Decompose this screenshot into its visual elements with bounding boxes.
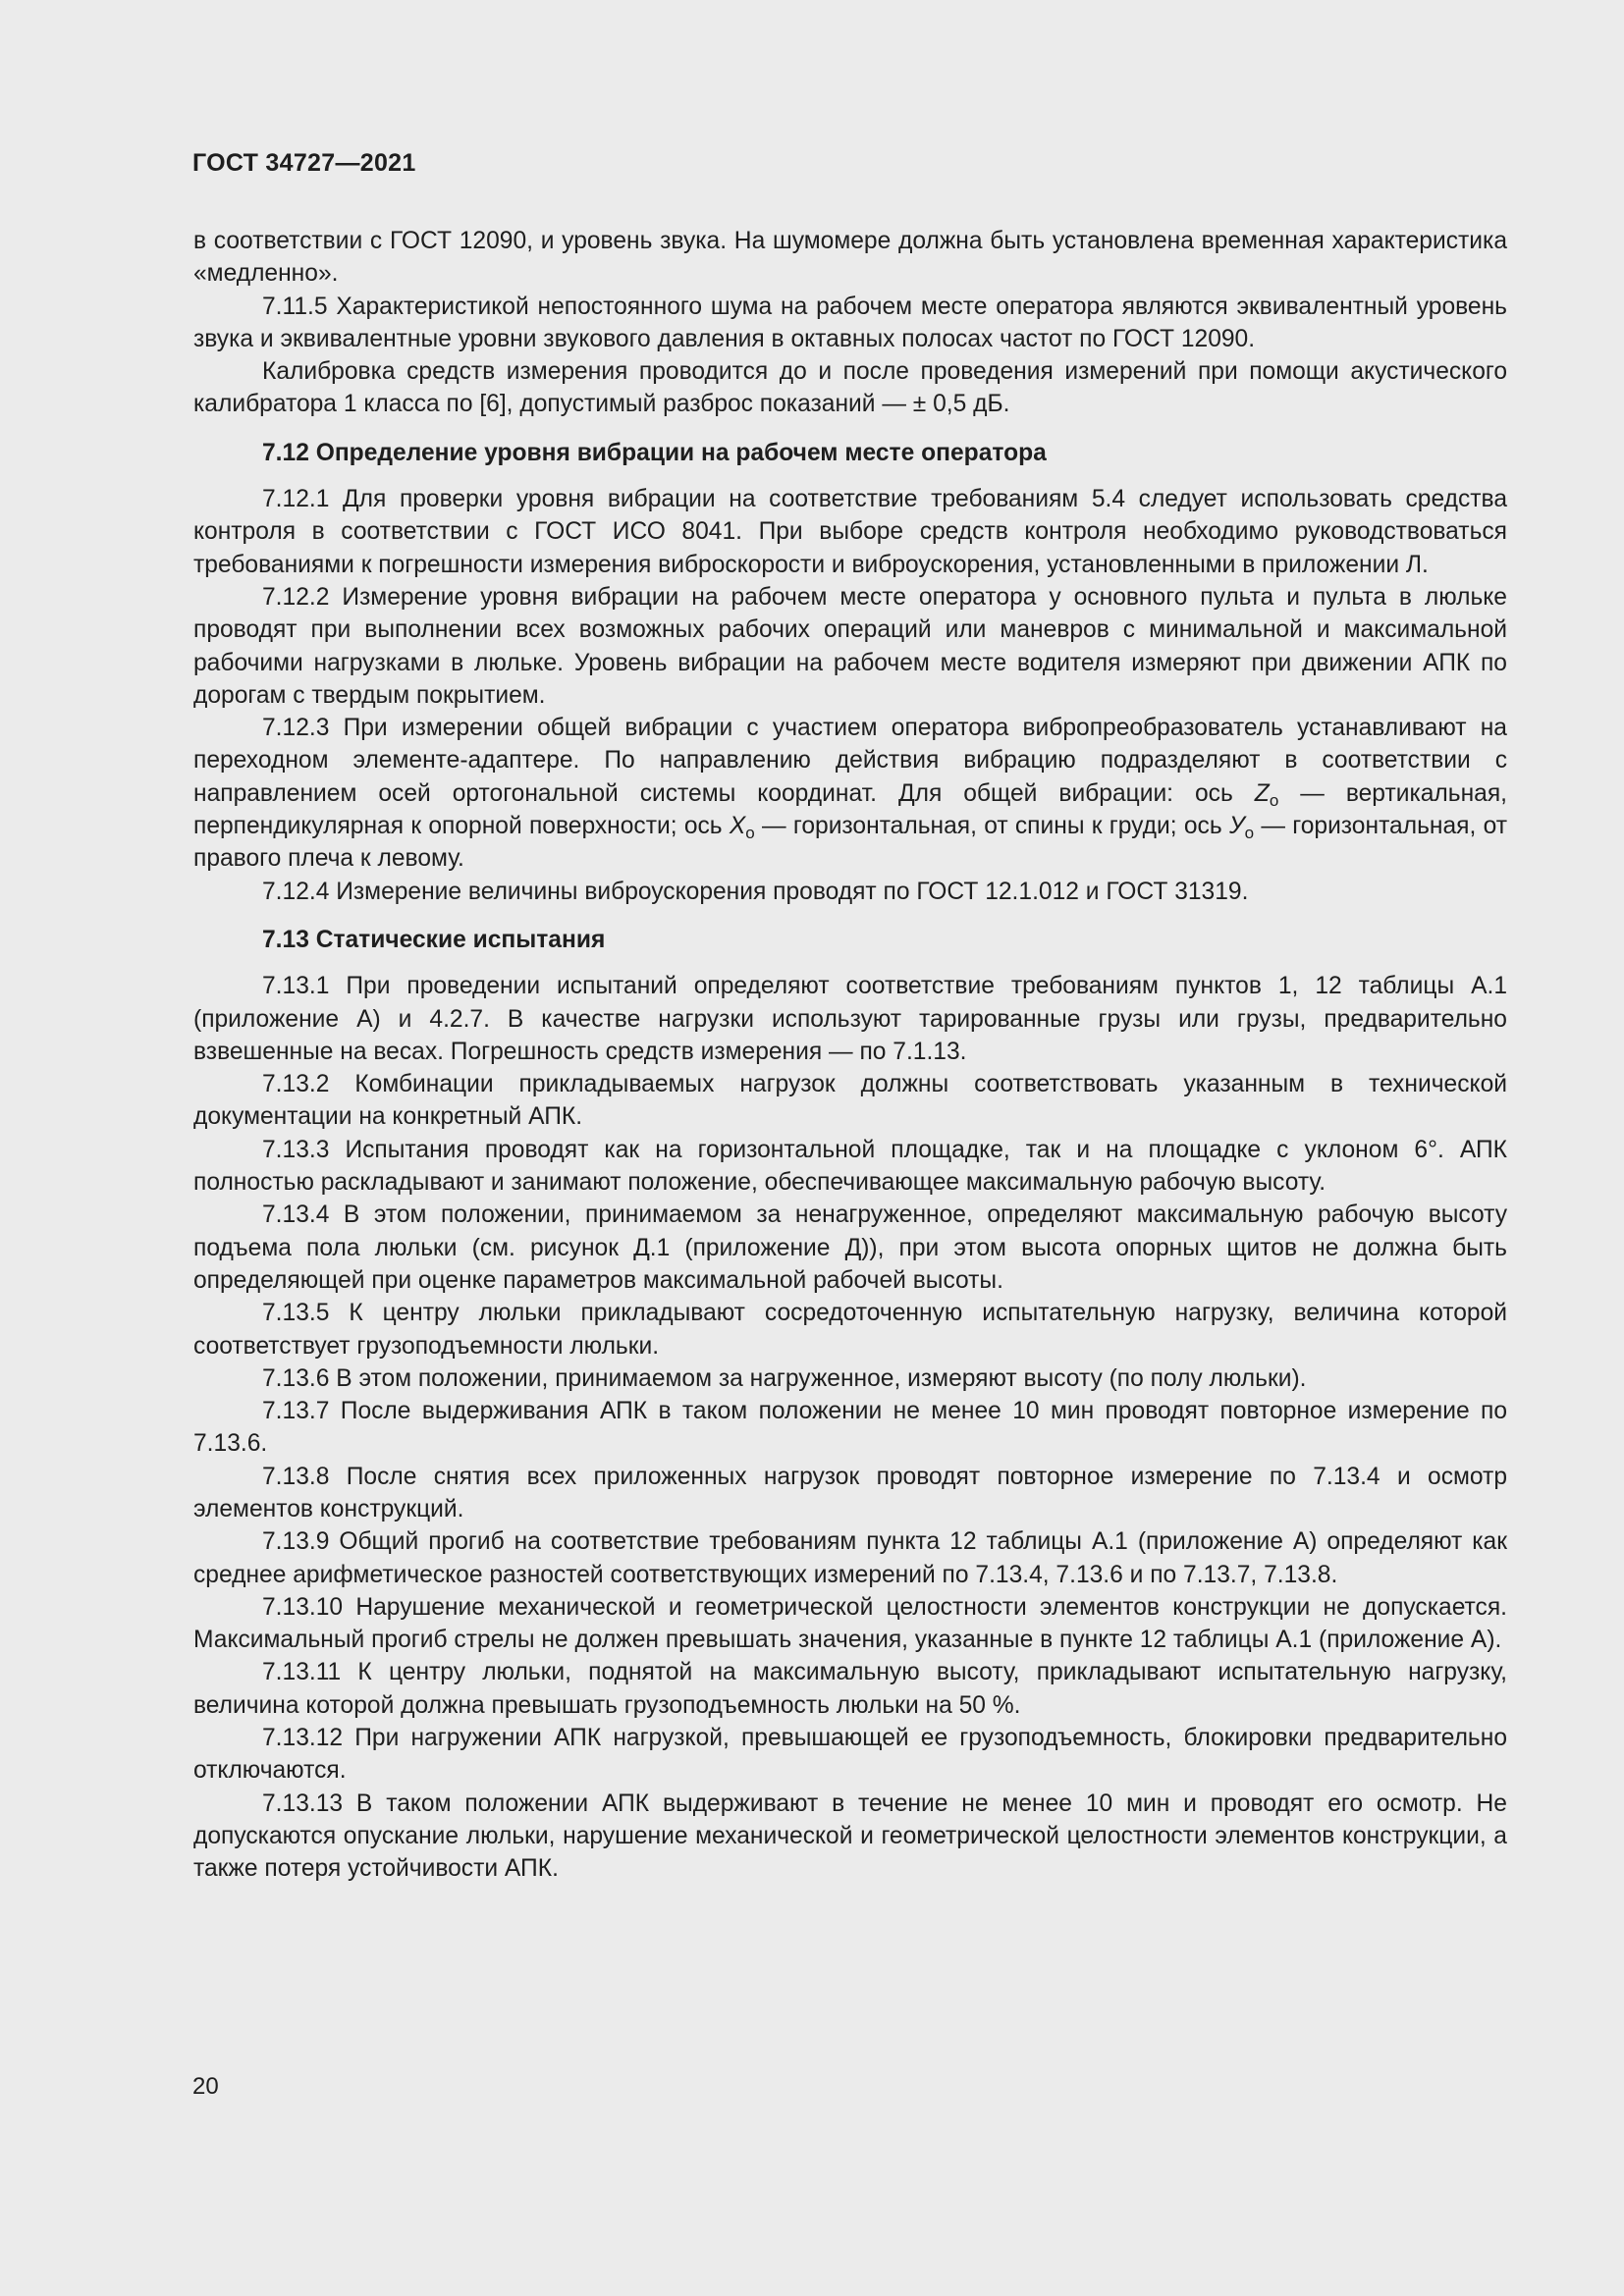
paragraph-7-13-10: 7.13.10 Нарушение механической и геометрической целостности элементов конструкции не допускается. Максимальный прогиб стрелы не должен превышать значения, указанные в пункте 12 таблицы А.1 (приложение А). [193, 1593, 1507, 1654]
paragraph-7-13-3: 7.13.3 Испытания проводят как на горизонтальной площадке, так и на площадке с уклоном 6°. АПК полностью раскладывают и занимают положение, обеспечивающее максимальную рабочую высоту. [193, 1136, 1507, 1197]
axis-x-symbol: X [729, 813, 746, 840]
paragraph-7-12-2: 7.12.2 Измерение уровня вибрации на рабочем месте оператора у основного пульта и пульта в люльке проводят при выполнении всех возможных рабочих операций или маневров с минимальной и максимальной рабочими нагрузками в люльке. Уровень вибрации на рабочем месте водителя измеряют при движении АПК по дорогам с твердым покрытием. [193, 583, 1507, 709]
paragraph-7-13-9: 7.13.9 Общий прогиб на соответствие требованиям пункта 12 таблицы А.1 (приложение А) определяют как среднее арифметическое разностей соответствующих измерений по 7.13.4, 7.13.6 и по 7.13.7, 7.13.8. [193, 1528, 1507, 1588]
axis-z-symbol: Z [1254, 779, 1270, 807]
paragraph-7-12-3 [193, 712, 1507, 875]
paragraph-7-13-8: 7.13.8 После снятия всех приложенных нагрузок проводят повторное измерение по 7.13.4 и осмотр элементов конструкций. [193, 1463, 1507, 1522]
axis-x-subscript: о [745, 824, 755, 843]
axis-y-symbol: У [1228, 813, 1245, 840]
text-7-12-3-part-c: — горизонтальная, от спины к груди; ось [754, 813, 1229, 840]
paragraph-7-13-7: 7.13.7 После выдерживания АПК в таком положении не менее 10 мин проводят повторное измерение по 7.13.6. [193, 1398, 1507, 1458]
paragraph-7-12-1: 7.12.1 Для проверки уровня вибрации на соответствие требованиям 5.4 следует использовать средства контроля в соответствии с ГОСТ ИСО 8041. При выборе средств контроля необходимо руководствоваться требованиями к погрешности измерения виброскорости и виброускорения, установленными в приложении Л. [193, 486, 1507, 578]
paragraph-7-13-2: 7.13.2 Комбинации прикладываемых нагрузок должны соответствовать указанным в технической документации на конкретный АПК. [193, 1071, 1507, 1131]
paragraph-7-13-13: 7.13.13 В таком положении АПК выдерживают в течение не менее 10 мин и проводят его осмотр. Не допускаются опускание люльки, нарушение механической и геометрической целостности элементов конструкции, а также потеря устойчивости АПК. [193, 1789, 1507, 1883]
document-header: ГОСТ 34727—2021 [192, 149, 416, 177]
paragraph-7-11-4-continuation: в соответствии с ГОСТ 12090, и уровень звука. На шумомере должна быть установлена временная характеристика «медленно». [193, 228, 1507, 288]
section-heading-7-12: 7.12 Определение уровня вибрации на рабочем месте оператора [262, 439, 1047, 466]
page-number: 20 [192, 2073, 219, 2100]
section-heading-7-13: 7.13 Статические испытания [262, 926, 606, 953]
text-7-12-3-part-d: — горизонтальная, от правого плеча к левому. [193, 813, 1507, 873]
paragraph-7-13-5: 7.13.5 К центру люльки прикладывают сосредоточенную испытательную нагрузку, величина которой соответствует грузоподъемности люльки. [193, 1300, 1507, 1360]
paragraph-7-13-1: 7.13.1 При проведении испытаний определяют соответствие требованиям пунктов 1, 12 таблицы А.1 (приложение А) и 4.2.7. В качестве нагрузки используют тарированные грузы или грузы, предварительно взвешенные на весах. Погрешность средств измерения — по 7.1.13. [193, 973, 1507, 1065]
paragraph-7-13-12: 7.13.12 При нагружении АПК нагрузкой, превышающей ее грузоподъемность, блокировки предварительно отключаются. [193, 1725, 1507, 1785]
axis-y-subscript: о [1244, 824, 1255, 843]
text-7-12-3-part-a: 7.12.3 При измерении общей вибрации с участием оператора вибропреобразователь устанавливают на переходном элементе-адаптере. По направлению действия вибрацию подразделяют в соответствии с направлением осей ортогональной системы координат. Для общей вибрации: ось [193, 715, 1507, 807]
document-body [193, 225, 1507, 1886]
paragraph-7-13-11: 7.13.11 К центру люльки, поднятой на максимальную высоту, прикладывают испытательную нагрузку, величина которой должна превышать грузоподъемность люльки на 50 %. [193, 1659, 1507, 1719]
axis-z-subscript: о [1269, 790, 1279, 810]
text-7-12-3-part-b: — вертикальная, перпендикулярная к опорной поверхности; ось [193, 779, 1508, 840]
paragraph-7-12-4: 7.12.4 Измерение величины виброускорения проводят по ГОСТ 12.1.012 и ГОСТ 31319. [262, 878, 1249, 905]
paragraph-calibration: Калибровка средств измерения проводится до и после проведения измерений при помощи акустического калибратора 1 класса по [6], допустимый разброс показаний — ± 0,5 дБ. [193, 358, 1507, 418]
paragraph-7-13-4: 7.13.4 В этом положении, принимаемом за ненагруженное, определяют максимальную рабочую высоту подъема пола люльки (см. рисунок Д.1 (приложение Д)), при этом высота опорных щитов не должна быть определяющей при оценке параметров максимальной рабочей высоты. [193, 1201, 1507, 1294]
paragraph-7-11-5: 7.11.5 Характеристикой непостоянного шума на рабочем месте оператора являются эквивалентный уровень звука и эквивалентные уровни звукового давления в октавных полосах частот по ГОСТ 12090. [193, 293, 1507, 352]
paragraph-7-13-6: 7.13.6 В этом положении, принимаемом за нагруженное, измеряют высоту (по полу люльки). [262, 1364, 1307, 1392]
